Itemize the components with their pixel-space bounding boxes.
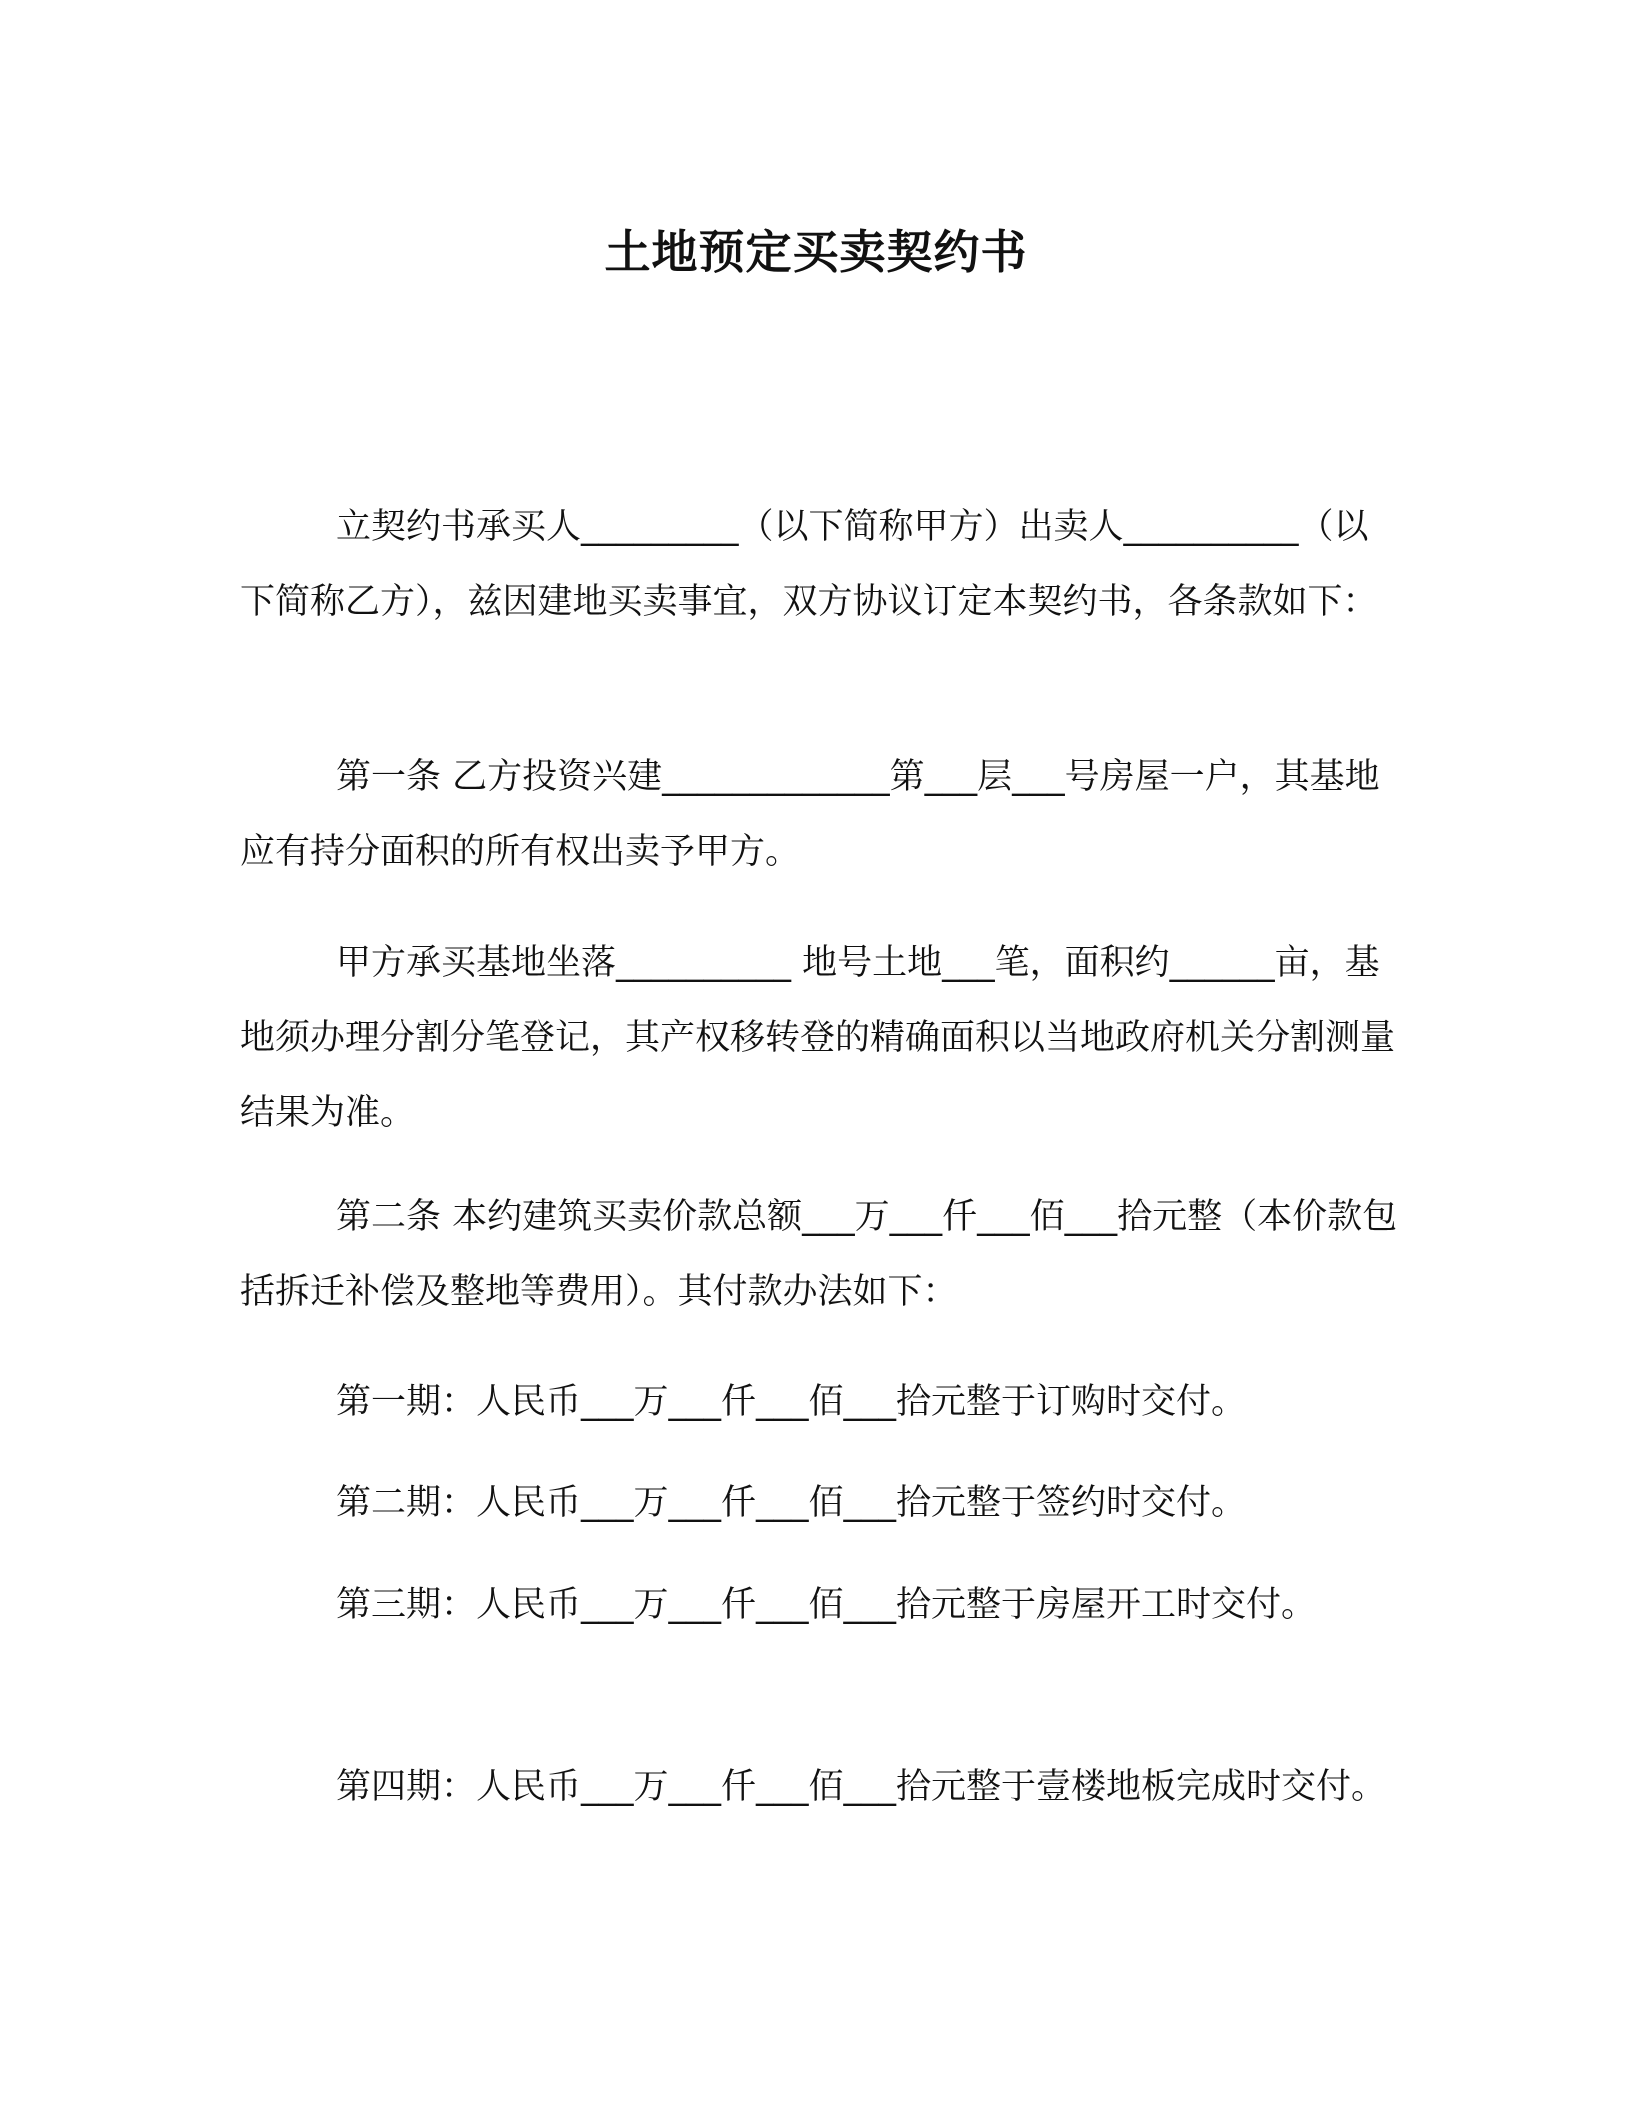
preamble-paragraph: 立契约书承买人_________（以下简称甲方）出卖人__________（以下简称乙方），兹因建地买卖事宜，双方协议订定本契约书，各条款如下： [240, 507, 1378, 622]
article-two-paragraph: 第二条 本约建筑买卖价款总额___万___仟___佰___拾元整（本价款包括拆迁补偿及整地等费用）。其付款办法如下： [240, 1197, 1398, 1312]
payment-installment-1: 第一期：人民币___万___仟___佰___拾元整于订购时交付。 [336, 1382, 1247, 1422]
land-details-paragraph: 甲方承买基地坐落__________ 地号土地___笔，面积约______亩，基地须办理分割分笔登记，其产权移转登的精确面积以当地政府机关分割测量结果为准。 [240, 943, 1396, 1133]
payment-installment-3: 第三期：人民币___万___仟___佰___拾元整于房屋开工时交付。 [336, 1585, 1317, 1625]
payment-installment-2: 第二期：人民币___万___仟___佰___拾元整于签约时交付。 [336, 1483, 1247, 1523]
document-title: 土地预定买卖契约书 [604, 225, 1028, 279]
payment-installment-4: 第四期：人民币___万___仟___佰___拾元整于壹楼地板完成时交付。 [336, 1767, 1387, 1807]
article-one-paragraph: 第一条 乙方投资兴建_____________第___层___号房屋一户，其基地应有持分面积的所有权出卖予甲方。 [240, 757, 1380, 872]
